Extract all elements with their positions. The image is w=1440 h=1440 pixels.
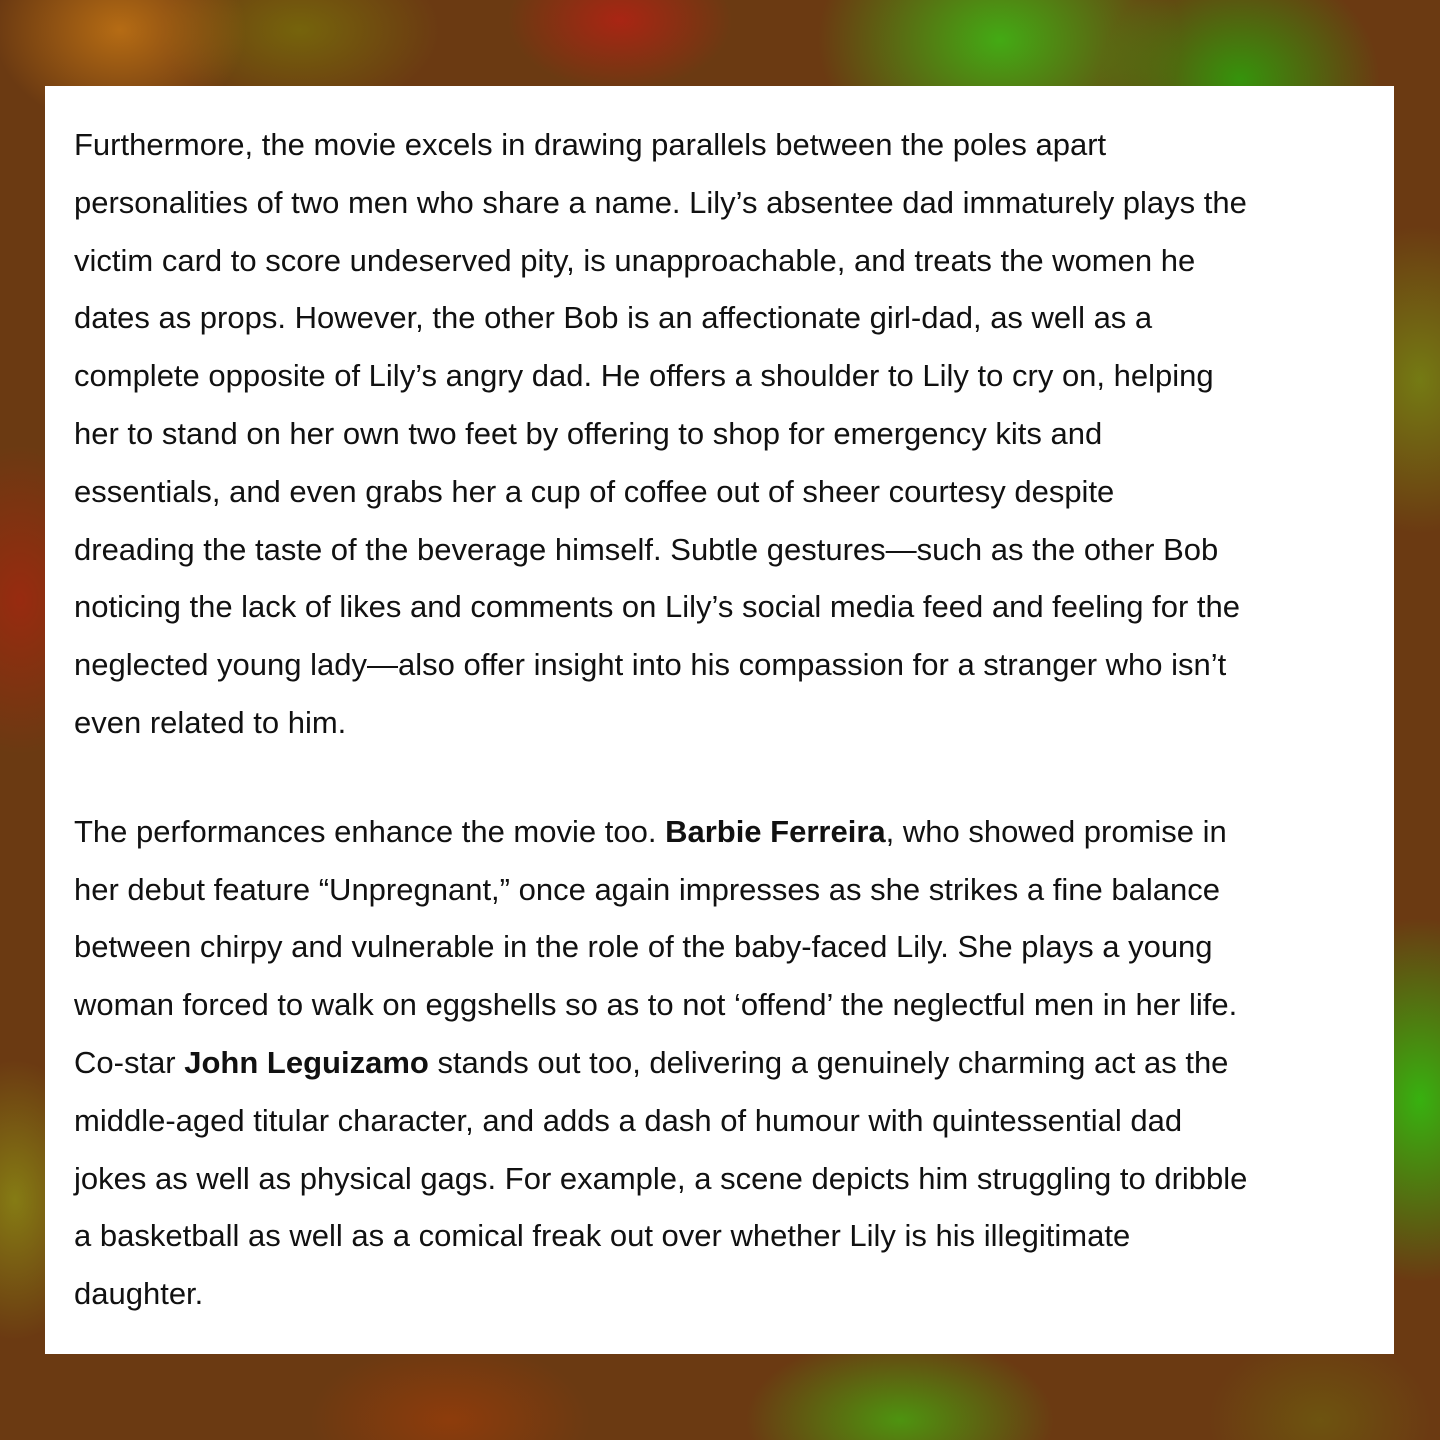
text-line: woman forced to walk on eggshells so as to not ‘offend’ the neglectful men in her life. bbox=[74, 987, 1238, 1023]
text-line: dates as props. However, the other Bob is an affectionate girl-dad, as well as a bbox=[74, 300, 1153, 336]
text-line: between chirpy and vulnerable in the role of the baby-faced Lily. She plays a young bbox=[74, 929, 1213, 965]
text-line bbox=[74, 803, 1370, 861]
actor-name-john-leguizamo: John Leguizamo bbox=[184, 1044, 429, 1080]
text-segment: Co-star bbox=[74, 1044, 185, 1080]
text-line: a basketball as well as a comical freak out over whether Lily is his illegitimate bbox=[74, 1218, 1131, 1254]
text-segment: stands out too, delivering a genuinely charming act as the bbox=[428, 1044, 1229, 1080]
text-line: complete opposite of Lily’s angry dad. He offers a shoulder to Lily to cry on, helping bbox=[74, 358, 1214, 394]
paragraph-2 bbox=[74, 803, 1370, 1323]
text-line: jokes as well as physical gags. For example, a scene depicts him struggling to dribble bbox=[74, 1160, 1248, 1196]
text-segment: , who showed promise in bbox=[885, 813, 1227, 849]
text-line: her debut feature “Unpregnant,” once again impresses as she strikes a fine balance bbox=[74, 871, 1220, 907]
text-line: essentials, and even grabs her a cup of coffee out of sheer courtesy despite bbox=[74, 473, 1115, 509]
text-line: middle-aged titular character, and adds a dash of humour with quintessential dad bbox=[74, 1102, 1183, 1138]
text-line: neglected young lady—also offer insight into his compassion for a stranger who isn’t bbox=[74, 647, 1227, 683]
text-segment: The performances enhance the movie too. bbox=[74, 813, 666, 849]
text-line: noticing the lack of likes and comments on Lily’s social media feed and feeling for the bbox=[74, 589, 1241, 625]
text-line: her to stand on her own two feet by offering to shop for emergency kits and bbox=[74, 415, 1103, 451]
text-line: Furthermore, the movie excels in drawing parallels between the poles apart bbox=[74, 127, 1107, 162]
text-card bbox=[45, 86, 1394, 1354]
paragraph-1 bbox=[74, 116, 1370, 752]
text-line: victim card to score undeserved pity, is unapproachable, and treats the women he bbox=[74, 242, 1196, 278]
text-line: daughter. bbox=[74, 1276, 204, 1312]
text-line: personalities of two men who share a name. Lily’s absentee dad immaturely plays the bbox=[74, 184, 1247, 220]
text-line: dreading the taste of the beverage himself. Subtle gestures—such as the other Bob bbox=[74, 531, 1219, 567]
text-line: even related to him. bbox=[74, 704, 347, 740]
text-line bbox=[74, 1034, 1370, 1092]
actor-name-barbie-ferreira: Barbie Ferreira bbox=[665, 813, 886, 849]
